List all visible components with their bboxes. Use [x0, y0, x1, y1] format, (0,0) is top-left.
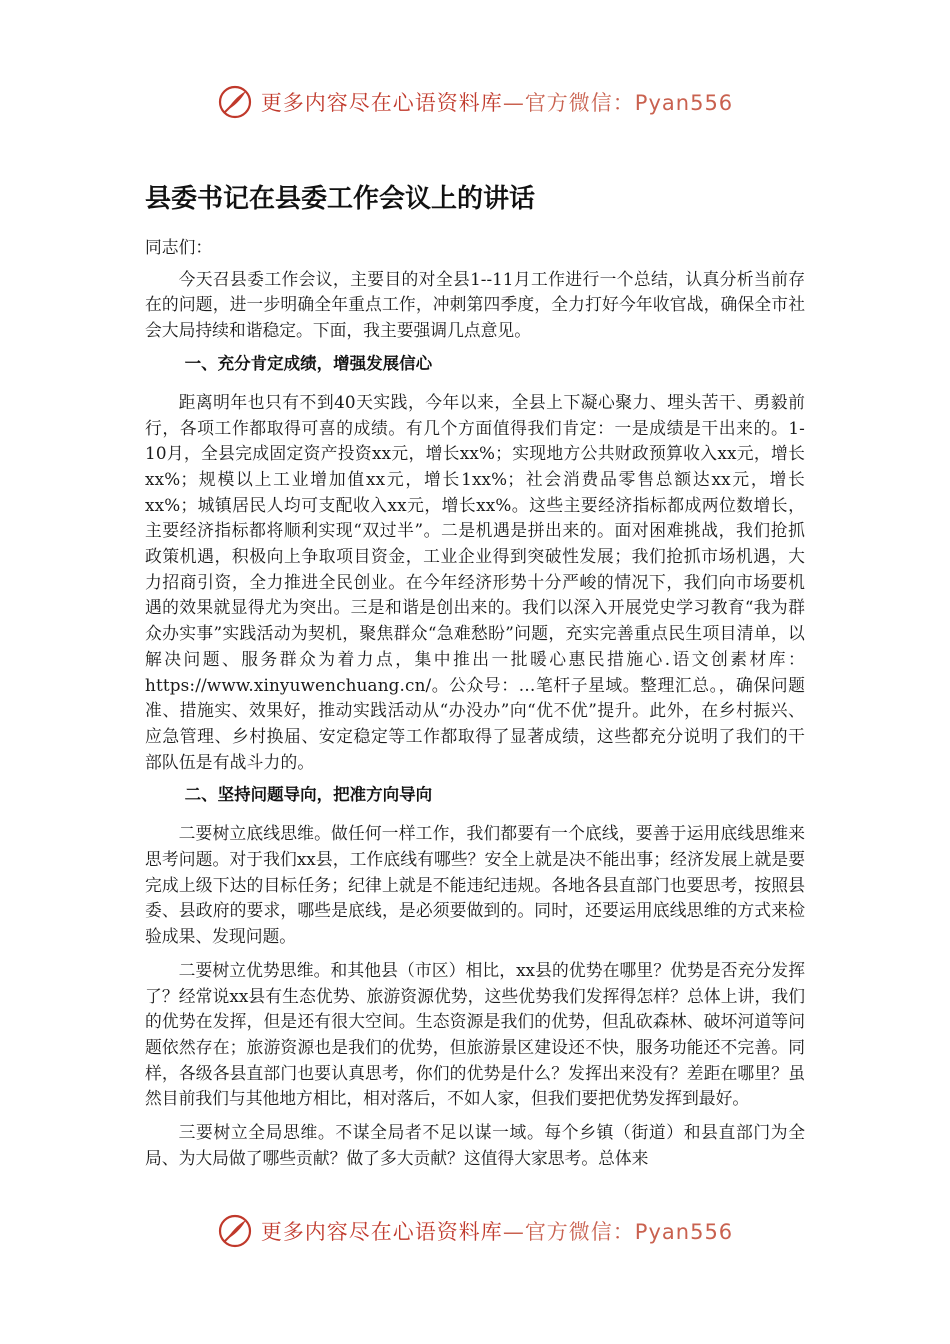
- section2-paragraph-2: 二要树立优势思维。和其他县（市区）相比，xx县的优势在哪里？优势是否充分发挥了？经常说xx县有生态优势、旅游资源优势，这些优势我们发挥得怎样？总体上讲，我们的优势在发挥，但是还有很大空间。生态资源是我们的优势，但乱砍森林、破坏河道等问题依然存在；旅游资源也是我们的优势，但旅游景区建设还不快，服务功能还不完善。同样，各级各县直部门也要认真思考，你们的优势是什么？发挥出来没有？差距在哪里？虽然目前我们与其他地方相比，相对落后，不如人家，但我们要把优势发挥到最好。: [145, 959, 805, 1109]
- section2-paragraph-1: 二要树立底线思维。做任何一样工作，我们都要有一个底线，要善于运用底线思维来思考问题。对于我们xx县，工作底线有哪些？安全上就是决不能出事；经济发展上就是要完成上级下达的目标任务；纪律上就是不能违纪违规。各地各县直部门也要思考，按照县委、县政府的要求，哪些是底线，是必须要做到的。同时，还要运用底线思维的方式来检验成果、发现问题。: [145, 823, 805, 947]
- document-title: 县委书记在县委工作会议上的讲话: [145, 184, 536, 214]
- document-body: [145, 178, 805, 1180]
- intro-paragraph: 今天召县委工作会议，主要目的对全县1--11月工作进行一个总结，认真分析当前存在的问题，进一步明确全年重点工作，冲刺第四季度，全力打好今年收官战，确保全市社会大局持续和谐稳定。下面，我主要强调几点意见。: [145, 268, 805, 341]
- banner-text: [261, 87, 733, 117]
- banner-main-text: 更多内容尽在心语资料库: [260, 1220, 503, 1244]
- footer-banner: [0, 1213, 950, 1249]
- banner-main-text: 更多内容尽在心语资料库: [260, 91, 503, 115]
- section-heading-1: 一、充分肯定成绩，增强发展信心: [184, 353, 433, 373]
- banner-text: [261, 1216, 733, 1246]
- section-heading-2: 二、坚持问题导向，把准方向导向: [184, 785, 433, 805]
- banner-wechat-text: —官方微信：Pyan556: [502, 1220, 734, 1244]
- feather-pen-icon: [217, 84, 253, 120]
- salutation: 同志们：: [145, 237, 213, 257]
- section2-paragraph-3: 三要树立全局思维。不谋全局者不足以谋一域。每个乡镇（街道）和县直部门为全局、为大局做了哪些贡献？做了多大贡献？这值得大家思考。总体来: [145, 1122, 805, 1168]
- section1-paragraph: 距离明年也只有不到40天实践，今年以来，全县上下凝心聚力、埋头苦干、勇毅前行，各项工作都取得可喜的成绩。有几个方面值得我们肯定：一是成绩是干出来的。1-10月，全县完成固定资产投资xx元，增长xx%；实现地方公共财政预算收入xx元，增长xx%；规模以上工业增加值xx元，增长1xx%；社会消费品零售总额达xx元，增长xx%；城镇居民人均可支配收入xx元，增长xx%。这些主要经济指标都成两位数增长，主要经济指标都将顺利实现“双过半”。二是机遇是拼出来的。面对困难挑战，我们抢抓政策机遇，积极向上争取项目资金，工业企业得到突破性发展；我们抢抓市场机遇，大力招商引资，全力推进全民创业。在今年经济形势十分严峻的情况下，我们向市场要机遇的效果就显得尤为突出。三是和谐是创出来的。我们以深入开展党史学习教育“我为群众办实事”实践活动为契机，聚焦群众“急难愁盼”问题，充实完善重点民生项目清单，以解决问题、服务群众为着力点，集中推出一批暖心惠民措施心.语文创素材库：https://www.xinyuwenchuang.cn/。公众号：…笔杆子星域。整理汇总。，确保问题准、措施实、效果好，推动实践活动从“办没办”向“优不优”提升。此外，在乡村振兴、应急管理、乡村换届、安定稳定等工作都取得了显著成绩，这些都充分说明了我们的干部队伍是有战斗力的。: [145, 391, 805, 772]
- feather-pen-icon: [217, 1213, 253, 1249]
- header-banner: [0, 84, 950, 120]
- banner-wechat-text: —官方微信：Pyan556: [502, 91, 734, 115]
